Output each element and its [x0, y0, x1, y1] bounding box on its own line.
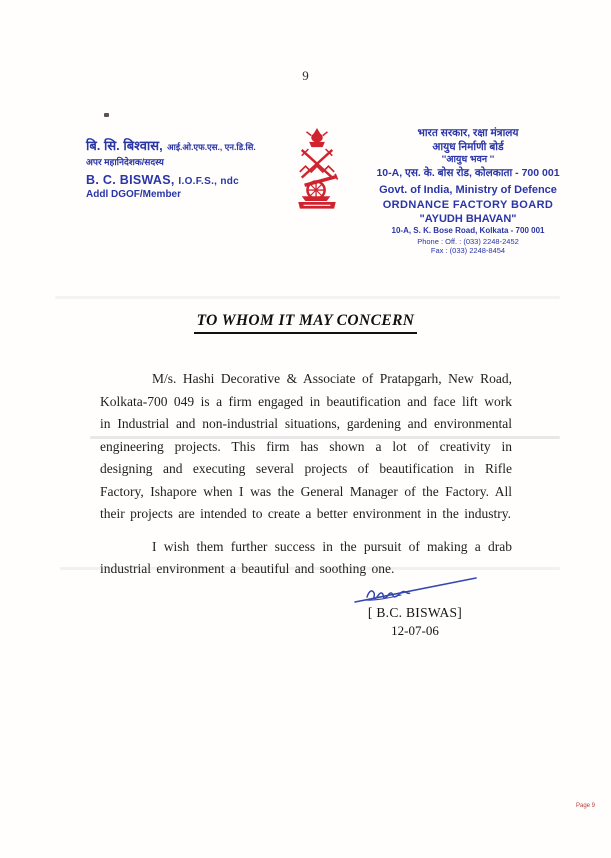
handwritten-signature-icon: [345, 573, 485, 607]
org-fax: Fax : (033) 2248-8454: [430, 246, 506, 256]
sender-title-hindi: अपर महानिदेशक/सदस्य: [86, 157, 164, 167]
org-building-hindi: ''आयुध भवन '': [441, 154, 495, 166]
letter-title: TO WHOM IT MAY CONCERN: [194, 312, 418, 334]
sender-name-hindi: बि. सि. बिश्वास,: [86, 138, 163, 153]
scan-artifact-dot: [104, 113, 109, 117]
org-building: "AYUDH BHAVAN": [419, 212, 517, 225]
org-board-hindi: आयुध निर्माणी बोर्ड: [432, 140, 504, 153]
page-footer-label: Page 9: [576, 803, 596, 809]
signatory-name: [ B.C. BISWAS]: [367, 605, 463, 620]
letterhead-sender-block: [86, 136, 296, 201]
org-address-hindi: 10-A, एस. के. बोस रोड, कोलकाता - 700 001: [376, 166, 560, 179]
letter-paragraph-1: M/s. Hashi Decorative & Associate of Pratapgarh, New Road, Kolkata-700 049 is a firm engaged in beautification and face lift work in Industrial and non-industrial situations, gardening and environmental engineering projects. This firm has shown a lot of creativity in designing and executing several projects of beautification in Rifle Factory, Ishapore when I was the General Manager of the Factory. All their projects are intended to create a better environment in the industry.: [100, 371, 512, 521]
scan-streak: [55, 296, 560, 299]
sender-name-hindi-suffix: आई.ओ.एफ.एस., एन.डि.सि.: [167, 142, 256, 152]
org-phone: Phone : Off. : (033) 2248-2452: [417, 236, 519, 246]
org-board: ORDNANCE FACTORY BOARD: [382, 198, 554, 211]
letterhead-org-block: [350, 127, 586, 256]
ordnance-factory-board-crest-icon: [293, 128, 341, 212]
sender-name: B. C. BISWAS,: [86, 173, 175, 188]
org-govt: Govt. of India, Ministry of Defence: [379, 184, 557, 197]
org-address: 10-A, S. K. Bose Road, Kolkata - 700 001: [391, 226, 545, 236]
sender-title: Addl DGOF/Member: [86, 188, 182, 200]
letter-body: [100, 368, 512, 591]
page-number: 9: [302, 68, 309, 83]
signature-block: [340, 573, 490, 639]
signature-date: 12-07-06: [391, 623, 439, 638]
org-govt-hindi: भारत सरकार, रक्षा मंत्रालय: [417, 127, 519, 139]
letter-paragraph-2: I wish them further success in the pursuit of making a drab industrial environment a beautiful and soothing one.: [100, 538, 512, 576]
sender-name-suffix: I.O.F.S., ndc: [178, 176, 239, 188]
